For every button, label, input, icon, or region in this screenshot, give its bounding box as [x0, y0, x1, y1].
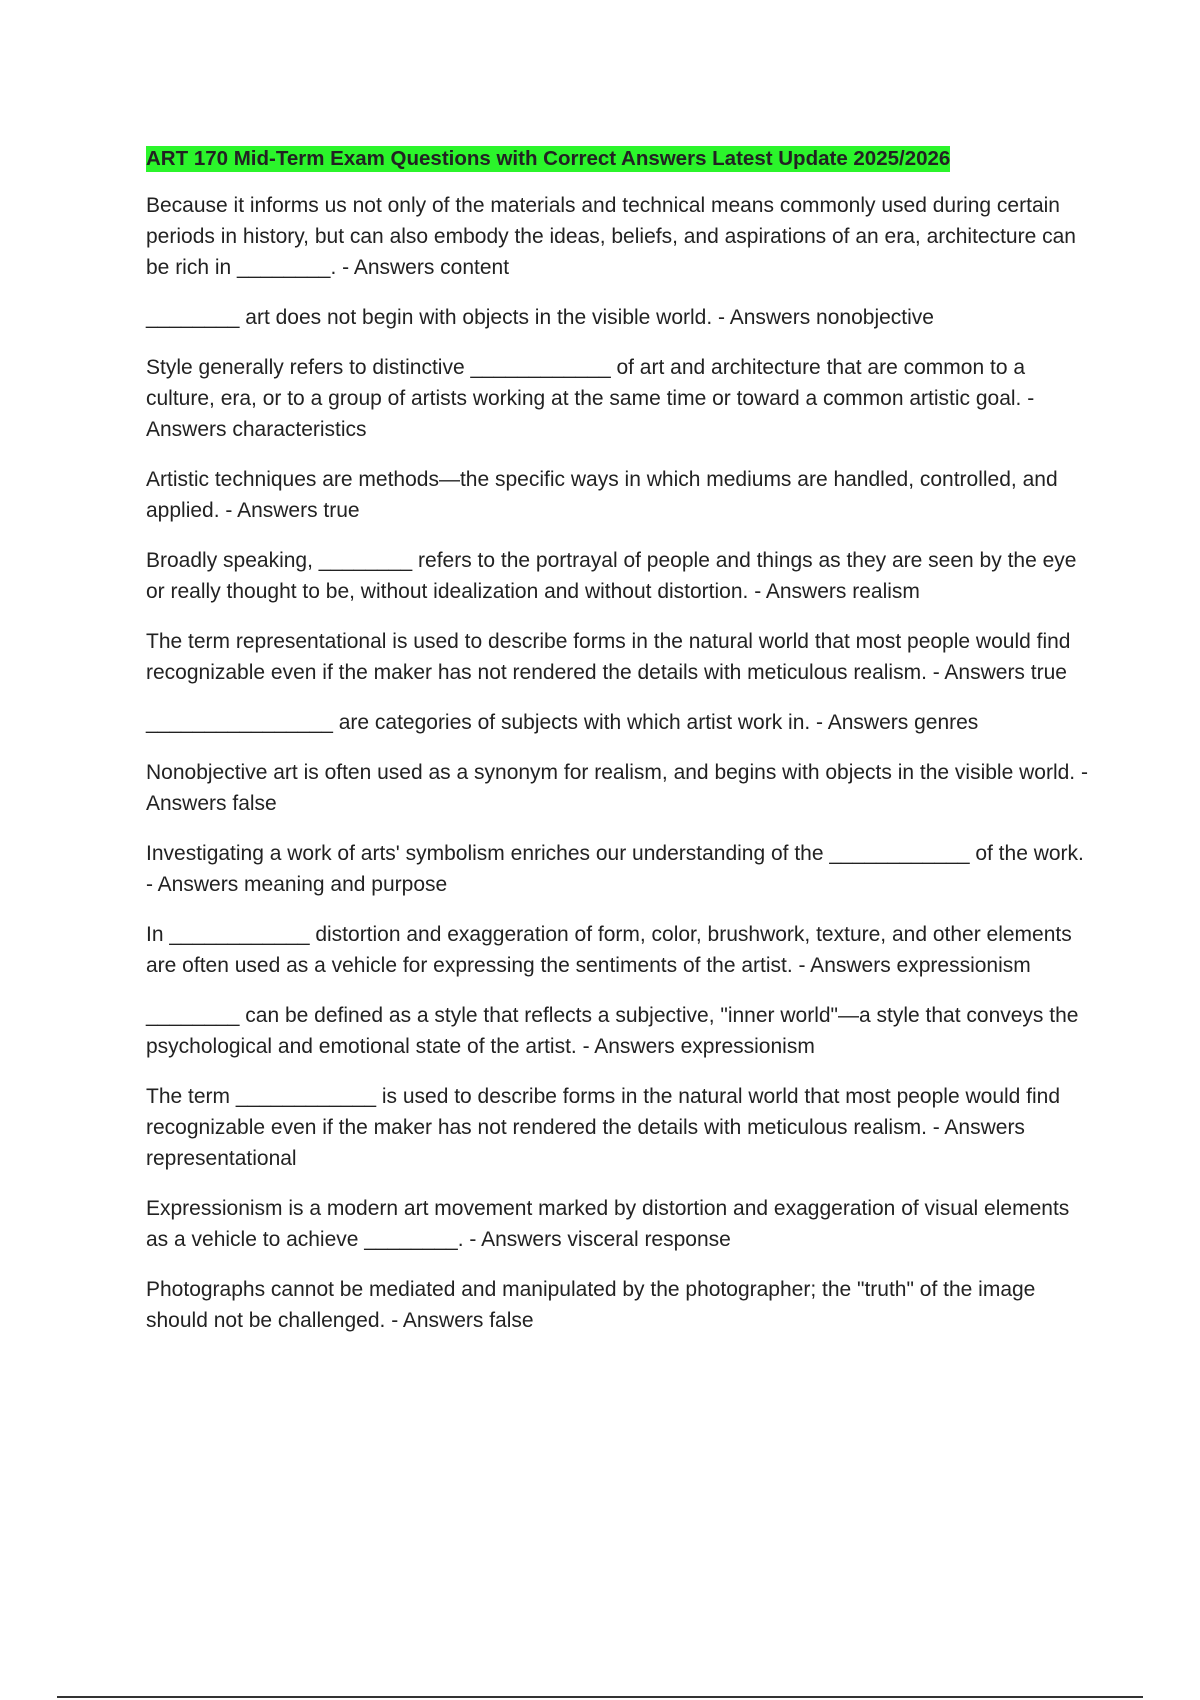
qa-item: Broadly speaking, ________ refers to the portrayal of people and things as they are seen by the eye or really thought to be, without idealization and without distortion. - Answers realism: [146, 549, 1077, 603]
document-title: ART 170 Mid-Term Exam Questions with Correct Answers Latest Update 2025/2026: [146, 147, 951, 170]
qa-item: Investigating a work of arts' symbolism enriches our understanding of the ____________ of the work. - Answers meaning and purpose: [146, 842, 1084, 896]
qa-item: ________ art does not begin with objects in the visible world. - Answers nonobjective: [146, 306, 934, 329]
qa-item: Photographs cannot be mediated and manipulated by the photographer; the "truth" of the image should not be challenged. - Answers false: [146, 1278, 1036, 1332]
qa-item: The term representational is used to describe forms in the natural world that most people would find recognizable even if the maker has not rendered the details with meticulous realism. - Answers true: [146, 630, 1071, 684]
footer-rule: [57, 1696, 1143, 1698]
qa-item: The term ____________ is used to describe forms in the natural world that most people would find recognizable even if the maker has not rendered the details with meticulous realism. - Answers representational: [146, 1085, 1061, 1170]
qa-item: ________ can be defined as a style that reflects a subjective, "inner world"—a style that conveys the psychological and emotional state of the artist. - Answers expressionism: [146, 1004, 1079, 1058]
qa-item: Nonobjective art is often used as a synonym for realism, and begins with objects in the visible world. - Answers false: [146, 761, 1088, 815]
qa-item: Expressionism is a modern art movement marked by distortion and exaggeration of visual elements as a vehicle to achieve ________. - Answers visceral response: [146, 1197, 1070, 1251]
qa-item: Artistic techniques are methods—the specific ways in which mediums are handled, controlled, and applied. - Answers true: [146, 468, 1058, 522]
document-body: [146, 144, 1096, 1355]
qa-item: ________________ are categories of subjects with which artist work in. - Answers genres: [146, 711, 979, 734]
qa-item: In ____________ distortion and exaggeration of form, color, brushwork, texture, and other elements are often used as a vehicle for expressing the sentiments of the artist. - Answers expressionism: [146, 923, 1072, 977]
qa-item: Style generally refers to distinctive ____________ of art and architecture that are common to a culture, era, or to a group of artists working at the same time or toward a common artistic goal. - Answers characteristics: [146, 356, 1035, 441]
title-line: [146, 144, 1096, 176]
qa-item: Because it informs us not only of the materials and technical means commonly used during certain periods in history, but can also embody the ideas, beliefs, and aspirations of an era, architecture can be rich in ________. - Answers content: [146, 194, 1076, 279]
